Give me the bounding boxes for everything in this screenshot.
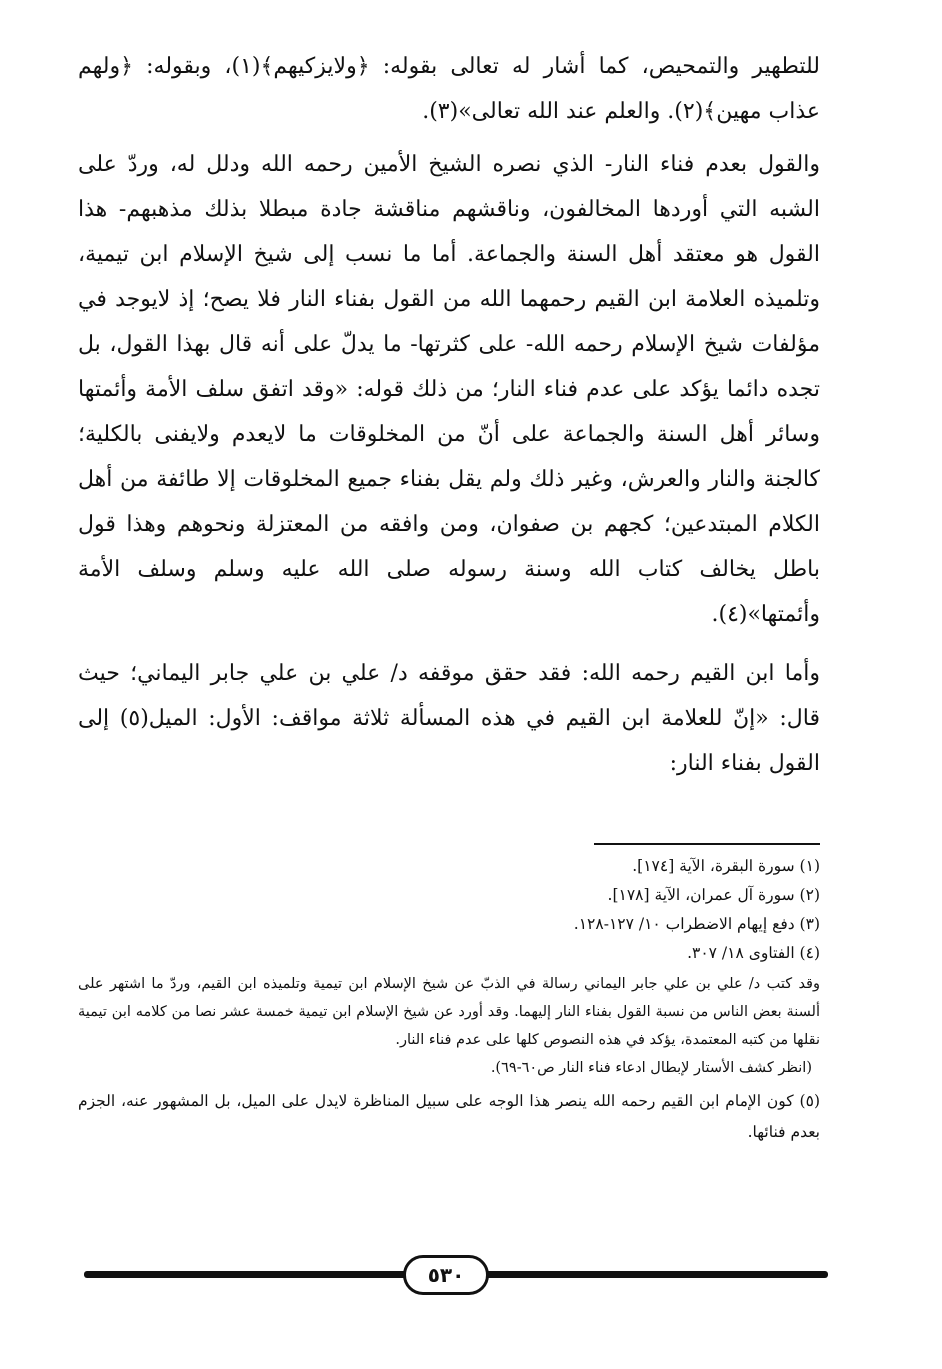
main-text	[78, 44, 820, 786]
footnote-5: (٥) كون الإمام ابن القيم رحمه الله ينصر هذا الوجه على سبيل المناظرة لايدل على الميل، بل المشهور عنه، الجزم بعدم فنائها.	[78, 1092, 820, 1141]
footnote-4-reference: (انظر كشف الأستار لإبطال ادعاء فناء النار ص٦٠-٦٩).	[490, 1060, 812, 1076]
footnote-divider	[594, 843, 820, 845]
footnote-1: (١) سورة البقرة، الآية [١٧٤].	[632, 857, 820, 875]
paragraph-3: وأما ابن القيم رحمه الله: فقد حقق موقفه د/ علي بن علي جابر اليماني؛ حيث قال: «إنّ للعلامة ابن القيم في هذه المسألة ثلاثة مواقف: الأول: الميل(٥) إلى القول بفناء النار:	[78, 661, 820, 776]
footnote-4-note: وقد كتب د/ علي بن علي جابر اليماني رسالة في الذبّ عن شيخ الإسلام ابن تيمية وتلميذه ابن القيم، وردّ ما اشتهر على ألسنة بعض الناس من نسبة القول بفناء النار إليهما. وقد أورد عن شيخ الإسلام ابن تيمية خمسة عشر نصا من كلامه ابن تيمية نقلها من كتبه المعتمدة، يؤكد في هذه النصوص كلها على عدم فناء النار.	[78, 976, 820, 1048]
page-number: ٥٣٠	[403, 1255, 489, 1295]
paragraph-1: للتطهير والتمحيص، كما أشار له تعالى بقوله: ﴿ولايزكيهم﴾(١)، وبقوله: ﴿ولهم عذاب مهين﴾(٢). والعلم عند الله تعالى»(٣).	[78, 54, 820, 124]
paragraph-2: والقول بعدم فناء النار- الذي نصره الشيخ الأمين رحمه الله ودلل له، وردّ على الشبه التي أوردها المخالفون، وناقشهم مناقشة جادة مبطلا بذلك مذهبهم- هذا القول هو معتقد أهل السنة والجماعة. أما ما نسب إلى شيخ الإسلام ابن تيمية، وتلميذه العلامة ابن القيم رحمهما الله من القول بفناء النار فلا يصح؛ إذ لايوجد في مؤلفات شيخ الإسلام رحمه الله- على كثرتها- ما يدلّ على أنه قال بهذا القول، بل تجده دائما يؤكد على عدم فناء النار؛ من ذلك قوله: «وقد اتفق سلف الأمة وأئمتها وسائر أهل السنة والجماعة على أنّ من المخلوقات ما لايعدم ولايفنى بالكلية؛ كالجنة والنار والعرش، وغير ذلك ولم يقل بفناء جميع المخلوقات إلا طائفة من أهل الكلام المبتدعين؛ كجهم بن صفوان، ومن وافقه من المعتزلة ونحوهم وهذا قول باطل يخالف كتاب الله وسنة رسوله صلى الله عليه وسلم وسلف الأمة وأئمتها»(٤).	[78, 152, 820, 627]
footnote-2: (٢) سورة آل عمران، الآية [١٧٨].	[607, 886, 820, 904]
footnotes	[78, 852, 820, 1148]
footnote-4: (٤) الفتاوى ١٨/ ٣٠٧.	[687, 944, 820, 962]
footnote-3: (٣) دفع إيهام الاضطراب ١٠/ ١٢٧-١٢٨.	[573, 915, 820, 933]
